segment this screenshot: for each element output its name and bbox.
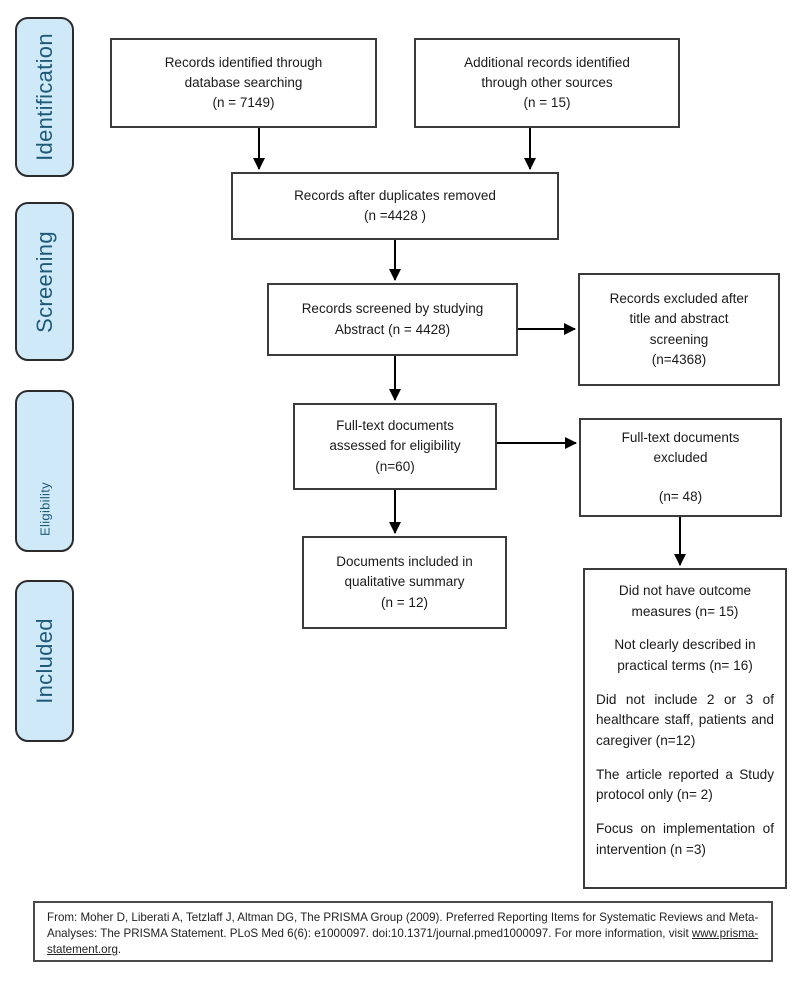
box-text-line: Records screened by studying xyxy=(301,301,484,317)
box-text-line: (n=60) xyxy=(375,458,415,474)
citation-link[interactable]: www.prisma-statement.org xyxy=(47,927,759,957)
box-text-line: Additional records identified xyxy=(464,54,630,70)
box-text-line: qualitative summary xyxy=(344,574,465,590)
stage-label-identification: Identification xyxy=(31,33,57,161)
box-text-line: Records after duplicates removed xyxy=(294,187,496,203)
box-text-line: Abstract (n = 4428) xyxy=(334,321,451,337)
box-fulltext-assessed xyxy=(293,403,497,490)
stage-pill-screening xyxy=(15,202,74,361)
box-text-line: (n = 15) xyxy=(523,95,571,111)
box-fulltext-excluded xyxy=(579,418,782,517)
box-text-line: database searching xyxy=(184,74,303,90)
exclusion-reason: The article reported a Study protocol only (n= 2) xyxy=(596,766,774,803)
box-text-line: (n= 48) xyxy=(658,489,703,505)
stage-label-screening: Screening xyxy=(31,230,57,333)
box-text-line: Full-text documents xyxy=(336,418,454,434)
box-text-line: Full-text documents xyxy=(621,429,740,445)
box-text-line: (n=4368) xyxy=(651,351,707,367)
box-duplicates-removed xyxy=(231,172,559,240)
box-title-abstract-excluded xyxy=(578,273,780,386)
box-text-line: screening xyxy=(649,331,709,347)
box-records-identified xyxy=(110,38,377,128)
exclusion-reason: Did not have outcome measures (n= 15) xyxy=(618,583,752,619)
box-text-line: Documents included in xyxy=(336,554,473,570)
stage-label-eligibility: Eligibility xyxy=(37,481,52,536)
stage-pill-included xyxy=(15,580,74,742)
box-text-line: title and abstract xyxy=(629,311,729,327)
exclusion-reason: Focus on implementation of intervention (n =3) xyxy=(596,820,774,857)
box-included-qualitative xyxy=(302,536,507,629)
stage-label-included: Included xyxy=(31,618,57,704)
box-exclusion-reasons xyxy=(583,568,787,889)
box-text-line: (n =4428 ) xyxy=(364,208,426,223)
box-text-line: Records identified through xyxy=(164,54,323,70)
box-text-line: assessed for eligibility xyxy=(329,438,461,454)
box-text-line: through other sources xyxy=(481,74,613,90)
exclusion-reason: Not clearly described in practical terms (n= 16) xyxy=(614,637,756,673)
box-text-line: (n = 12) xyxy=(381,594,428,610)
box-text-line: excluded xyxy=(653,449,708,465)
citation-text: From: Moher D, Liberati A, Tetzlaff J, Altman DG, The PRISMA Group (2009). Preferred Reporting Items for Systematic Reviews and Meta-Analyses: The PRISMA Statement. PLoS Med 6(6): e1000097. doi:10.1371/journal.pmed1000097. For more information, visit xyxy=(47,911,759,941)
citation-suffix: . xyxy=(117,943,122,957)
box-records-screened xyxy=(267,283,518,356)
box-text-line: Records excluded after xyxy=(609,291,749,306)
exclusion-reason: Did not include 2 or 3 of healthcare staff, patients and caregiver (n=12) xyxy=(596,691,774,748)
box-additional-records xyxy=(414,38,680,128)
box-text-line: (n = 7149) xyxy=(212,95,275,111)
stage-pill-identification xyxy=(15,17,74,177)
stage-pill-eligibility xyxy=(15,390,74,552)
citation-box xyxy=(33,901,773,962)
